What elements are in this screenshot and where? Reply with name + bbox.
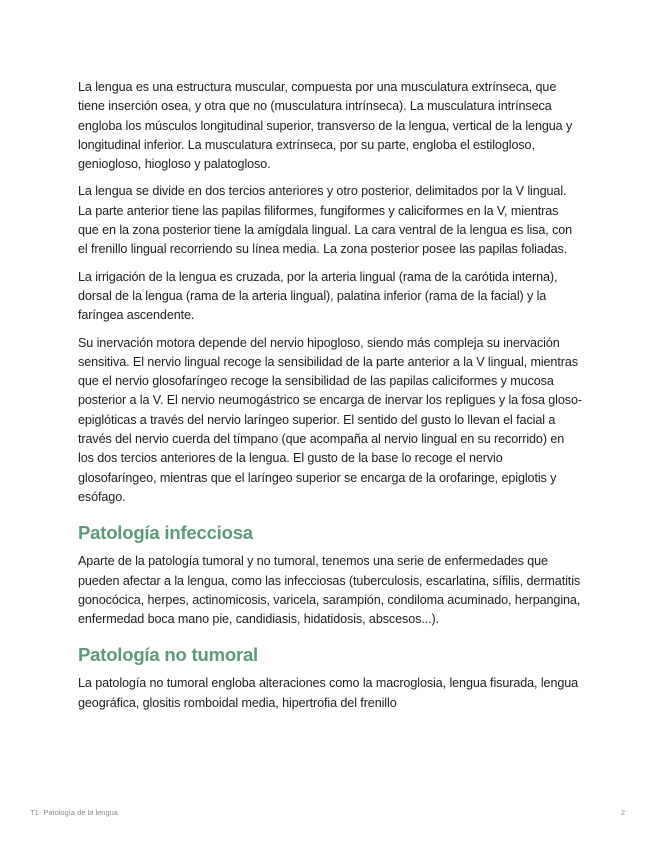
heading-patologia-infecciosa: Patología infecciosa (78, 522, 253, 544)
paragraph-no-tumoral: La patología no tumoral engloba alteraciones como la macroglosia, lengua fisurada, lengua geográfica, glositis romboidal media, hipertrofia del frenillo (78, 676, 579, 710)
footer-page-number: 2 (620, 808, 625, 817)
paragraph-division: La lengua se divide en dos tercios anteriores y otro posterior, delimitados por la V lingual. La parte anterior tiene las papilas filiformes, fungiformes y caliciformes en la V, mientras que en la zona posterior tiene la amígdala lingual. La cara ventral de la lengua es lisa, con el frenillo lingual recorriendo su línea media. La zona posterior posee las papilas foliadas. (78, 184, 573, 257)
paragraph-infecciosa: Aparte de la patología tumoral y no tumoral, tenemos una serie de enfermedades que pueden afectar a la lengua, como las infecciosas (tuberculosis, escarlatina, sífilis, dermatitis gonocócica, herpes, actinomicosis, varicela, sarampión, condiloma acuminado, herpangina, enfermedad boca mano pie, candidiasis, hidatidosis, abscesos...). (78, 554, 581, 627)
footer-document-title: T1· Patología de la lengua (30, 808, 118, 817)
document-body (78, 78, 582, 721)
paragraph-inervacion: Su inervación motora depende del nervio hipogloso, siendo más compleja su inervación sensitiva. El nervio lingual recoge la sensibilidad de la parte anterior a la V lingual, mientras que el nervio glosofaríngeo recoge la sensibilidad de las papilas caliciformes y mucosa posterior a la V. El nervio neumogástrico se encarga de inervar los repligues y la fosa gloso-epiglóticas a través del nervio laríngeo superior. El sentido del gusto lo llevan el facial a través del nervio cuerda del tímpano (que acompaña al nervio lingual en su recorrido) en los dos tercios anteriores de la lengua. El gusto de la base lo recoge el nervio glosofaríngeo, mientras que el laríngeo superior se encarga de la orofaringe, epiglotis y esófago. (78, 335, 582, 504)
heading-patologia-no-tumoral: Patología no tumoral (78, 644, 258, 666)
paragraph-irrigacion: La irrigación de la lengua es cruzada, por la arteria lingual (rama de la carótida interna), dorsal de la lengua (rama de la arteria lingual), palatina inferior (rama de la facial) y la faríngea ascendente. (78, 269, 558, 323)
paragraph-musculatura: La lengua es una estructura muscular, compuesta por una musculatura extrínseca, que tiene inserción osea, y otra que no (musculatura intrínseca). La musculatura intrínseca engloba los músculos longitudinal superior, transverso de la lengua, vertical de la lengua y longitudinal inferior. La musculatura extrínseca, por su parte, engloba el estilogloso, geniogloso, hiogloso y palatogloso. (78, 80, 573, 172)
